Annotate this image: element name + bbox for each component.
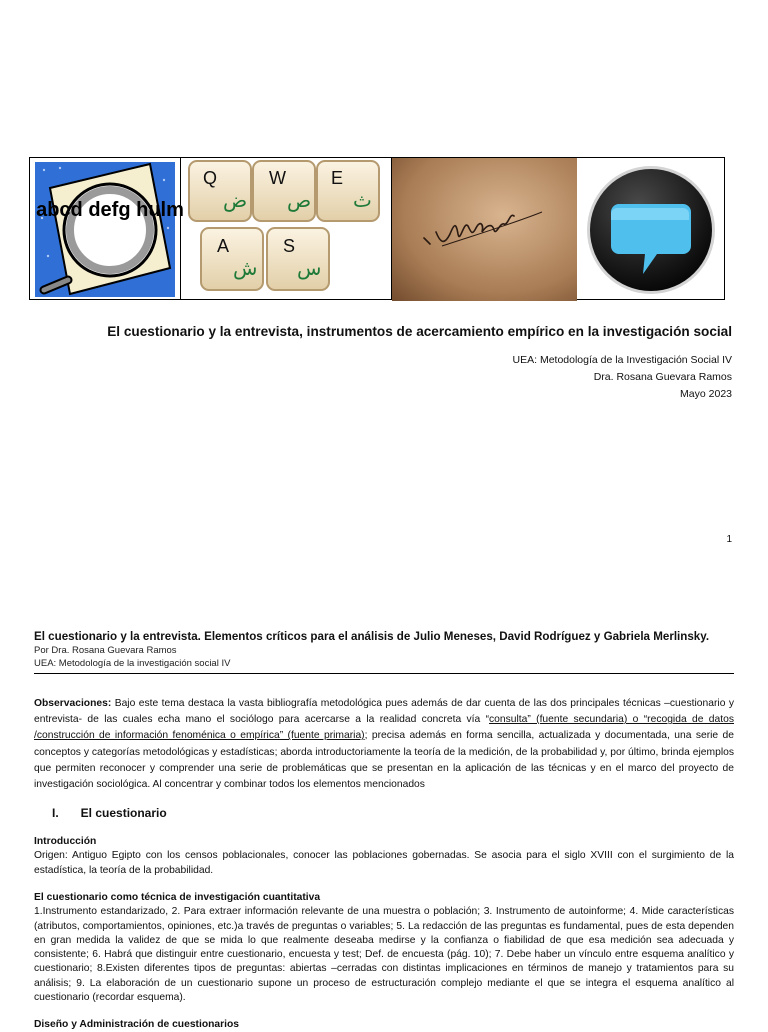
heading-divider xyxy=(34,673,734,674)
section-title: I. El cuestionario xyxy=(52,806,167,820)
key-a xyxy=(201,228,263,290)
svg-text:ث: ث xyxy=(353,188,372,212)
banner-images xyxy=(29,157,725,300)
key-q xyxy=(189,161,251,221)
arabic-keyboard-illustration xyxy=(181,158,392,299)
svg-text:ش: ش xyxy=(233,256,258,280)
svg-text:E: E xyxy=(331,168,344,188)
svg-text:س: س xyxy=(297,256,322,280)
observations-label: Observaciones: xyxy=(34,698,112,709)
introduction-text: Origen: Antiguo Egipto con los censos poblacionales, conocer las poblaciones gobernadas. Se asocia para el siglo XVIII con el surgimiento de la estadística, la teoría de la probabilidad. xyxy=(34,850,734,876)
author-line: Dra. Rosana Guevara Ramos xyxy=(593,371,732,383)
by-line: Por Dra. Rosana Guevara Ramos xyxy=(34,645,177,656)
svg-text:ص: ص xyxy=(287,188,312,212)
chat-bubble-icon xyxy=(577,158,725,299)
introduction-heading: Introducción xyxy=(34,836,97,847)
cover-meta xyxy=(513,352,732,403)
technique-block xyxy=(34,891,734,1005)
svg-text:ض: ض xyxy=(223,188,248,212)
next-heading: Diseño y Administración de cuestionarios xyxy=(34,1019,240,1030)
magnifier-text: abcd defg hulm xyxy=(36,199,184,221)
key-s xyxy=(267,228,329,290)
observations-paragraph: Observaciones: Bajo este tema destaca la vasta bibliografía metodológica pues además de dar cuenta de las dos principales técnicas –cuestionario y entrevista- de las cuales echa mano el sociólogo para acercarse a la realidad concreta vía “consulta” (fuente secundaria) o “recogida de datos /construcción de información fenoménica o empírica” (fuente primaria); precisa además en forma sencilla, actualizada y documentada, una serie de conceptos y categorías metodológicas y estadísticas; aborda introductoriamente la teoría de la medición, de la probabilidad y, por último, brinda ejemplos que permiten reconocer y comprender una serie de problemáticas que se presentan en la aplicación de las técnicas y en el marco del proyecto de investigación sociológica. Al concentrar y combinar todos los elementos mencionados xyxy=(34,698,734,791)
key-e xyxy=(317,161,379,221)
document-title: El cuestionario y la entrevista, instrumentos de acercamiento empírico en la investigación social xyxy=(107,324,732,339)
svg-text:A: A xyxy=(217,236,230,256)
section-heading: El cuestionario y la entrevista. Elementos críticos para el análisis de Julio Meneses, David Rodríguez y Gabriela Merlinsky. xyxy=(34,630,710,643)
magnifier-illustration xyxy=(30,158,184,299)
uea-subline: UEA: Metodología de la investigación social IV xyxy=(34,658,231,669)
svg-text:Q: Q xyxy=(203,168,218,188)
underlined-text: consulta” (fuente secundaria) o “recogida de datos /construcción de información fenoménica o empírica” (fuente primaria) xyxy=(34,714,734,742)
svg-text:S: S xyxy=(283,236,296,256)
introduction-block xyxy=(34,835,734,878)
page-number: 1 xyxy=(726,534,732,545)
key-w xyxy=(253,161,315,221)
technique-heading: El cuestionario como técnica de investigación cuantitativa xyxy=(34,892,321,903)
svg-text:W: W xyxy=(269,168,286,188)
signature-photo xyxy=(392,158,577,299)
technique-text: 1.Instrumento estandarizado, 2. Para extraer información relevante de una muestra o población; 3. Instrumento de autoinforme; 4. Mide características (atributos, comportamientos, opiniones, etc.)a través de preguntas o variables; 5. La redacción de las preguntas es fundamental, pues de esta dependen en gran medida la validez de que se mida lo que realmente deseaba medirse y la confianza o fiabilidad de que esa medición sea adecuada y consistente; 6. Habrá que distinguir entre cuestionario, encuesta y test; Def. de encuesta (pág. 10); 7. Debe haber un vínculo entre esquema analítico y cuestionario; 8.Existen diferentes tipos de preguntas: abiertas –cerradas con distintas implicaciones en términos de manejo y tratamientos para su análisis; 9. La elaboración de un cuestionario supone un proceso de estructuración complejo mediante el que se integra el esquema analítico al cuestionario (recordar esquema). xyxy=(34,906,734,1004)
date-line: Mayo 2023 xyxy=(680,388,732,400)
uea-line: UEA: Metodología de la Investigación Social IV xyxy=(512,354,732,366)
